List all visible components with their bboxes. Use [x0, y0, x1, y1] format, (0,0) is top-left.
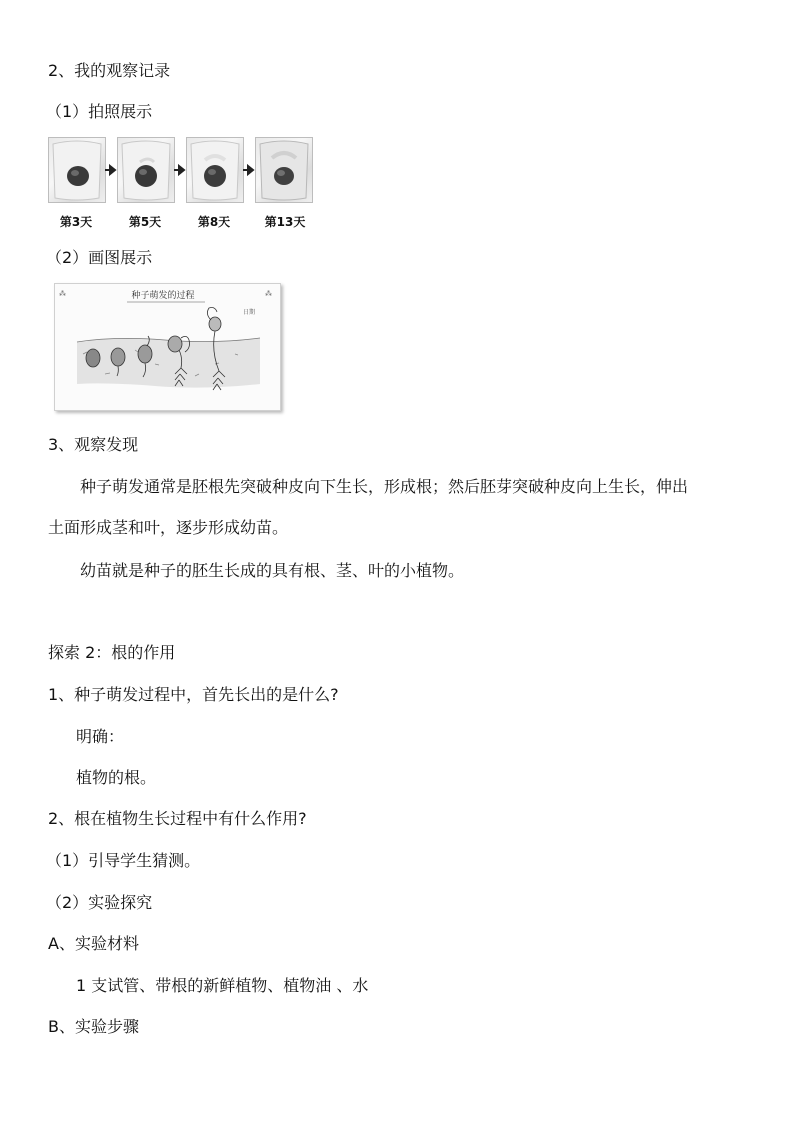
- heading-experiment-materials: A、实验材料: [48, 934, 139, 953]
- section-heading-explore-2: 探索 2：根的作用: [48, 643, 176, 662]
- seed-photo-day8: [186, 137, 244, 203]
- photo-caption: 第8天: [197, 215, 231, 229]
- svg-text:⁂: ⁂: [265, 290, 272, 298]
- svg-text:⁂: ⁂: [59, 290, 66, 298]
- answer-label: 明确：: [76, 727, 125, 746]
- subheading-drawing-display: （2）画图展示: [46, 248, 153, 267]
- arrow-right-icon: [173, 162, 187, 176]
- photo-caption: 第13天: [264, 215, 306, 229]
- arrow-right-icon: [242, 162, 256, 176]
- seed-photo-day13: [255, 137, 313, 203]
- section-heading-observation-record: 2、我的观察记录: [48, 61, 171, 80]
- finding-paragraph-line: 土面形成茎和叶，逐步形成幼苗。: [48, 518, 289, 537]
- heading-experiment-steps: B、实验步骤: [48, 1017, 139, 1036]
- subheading-photo-display: （1）拍照展示: [46, 102, 153, 121]
- seed-photo-day5: [117, 137, 175, 203]
- question-2: 2、根在植物生长过程中有什么作用?: [48, 809, 307, 828]
- seed-photo-day3: [48, 137, 106, 203]
- photo-caption: 第3天: [59, 215, 93, 229]
- materials-list: 1 支试管、带根的新鲜植物、植物油 、水: [76, 976, 369, 995]
- photo-caption: 第5天: [128, 215, 162, 229]
- subheading-experiment: （2）实验探究: [46, 893, 153, 912]
- finding-paragraph-line: 种子萌发通常是胚根先突破种皮向下生长，形成根；然后胚芽突破种皮向上生长，伸出: [80, 477, 689, 496]
- question-1: 1、种子萌发过程中，首先长出的是什么?: [48, 685, 339, 704]
- section-heading-observation-findings: 3、观察发现: [48, 435, 139, 454]
- drawing-date-note: 日期: [243, 309, 256, 316]
- finding-paragraph-seedling: 幼苗就是种子的胚生长成的具有根、茎、叶的小植物。: [80, 561, 465, 580]
- germination-drawing: [54, 283, 281, 411]
- arrow-right-icon: [104, 162, 118, 176]
- subheading-guess: （1）引导学生猜测。: [46, 851, 201, 870]
- answer-text: 植物的根。: [76, 768, 157, 787]
- drawing-title: 种子萌发的过程: [131, 291, 195, 301]
